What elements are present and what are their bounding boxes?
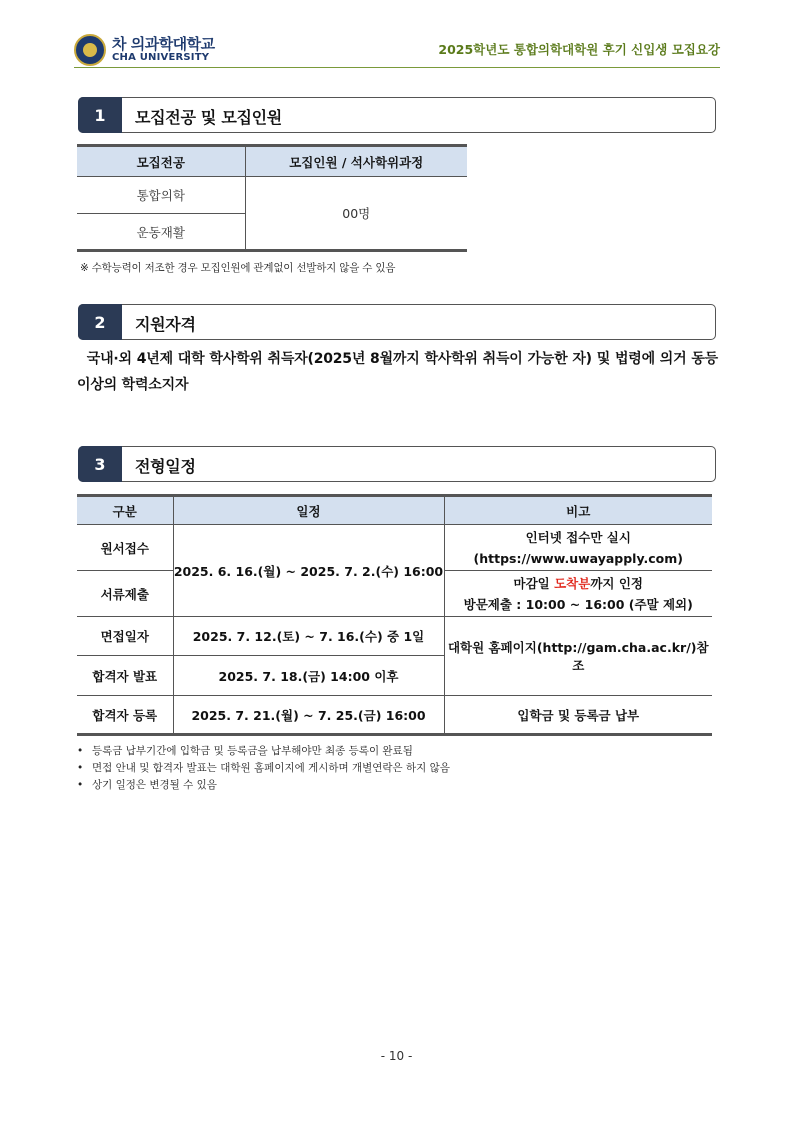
qualification-text: 국내·외 4년제 대학 학사학위 취득자(2025년 8월까지 학사학위 취득이 가능한 자) 및 법령에 의거 동등 이상의 학력소지자 bbox=[77, 351, 718, 393]
logo-korean: 차 의과학대학교 bbox=[112, 35, 215, 53]
section-header-3 bbox=[78, 446, 716, 482]
page-number: - 10 - bbox=[380, 1049, 413, 1063]
section-number: 1 bbox=[78, 97, 122, 133]
schedule-date: 2025. 6. 16.(월) ~ 2025. 7. 2.(수) 16:00 bbox=[173, 525, 444, 617]
table-header: 일정 bbox=[173, 496, 444, 525]
major-cell: 통합의학 bbox=[77, 177, 245, 214]
section-number: 3 bbox=[78, 446, 122, 482]
major-cell: 운동재활 bbox=[136, 224, 185, 240]
section-title: 전형일정 bbox=[135, 457, 196, 476]
schedule-note: 대학원 홈페이지(http://gam.cha.ac.kr/)참조 bbox=[444, 617, 712, 696]
schedule-date: 2025. 7. 18.(금) 14:00 이후 bbox=[173, 656, 444, 696]
document-title: 2025학년도 통합의학대학원 후기 신입생 모집요강 bbox=[438, 42, 720, 57]
quota-count: 00명 bbox=[245, 177, 467, 251]
table-header: 구분 bbox=[77, 496, 173, 525]
page-header bbox=[74, 32, 720, 68]
schedule-date: 2025. 7. 12.(토) ~ 7. 16.(수) 중 1일 bbox=[173, 617, 444, 656]
schedule-table bbox=[77, 494, 712, 736]
schedule-note: 입학금 및 등록금 납부 bbox=[444, 696, 712, 735]
table-header: 비고 bbox=[444, 496, 712, 525]
schedule-note: 마감일 도착분까지 인정 방문제출 : 10:00 ~ 16:00 (주말 제외) bbox=[444, 571, 712, 617]
schedule-label: 합격자 발표 bbox=[77, 656, 173, 696]
highlight-text: 도착분 bbox=[554, 575, 591, 591]
schedule-note: 인터넷 접수만 실시 (https://www.uwayapply.com) bbox=[444, 525, 712, 571]
list-item: • 상기 일정은 변경될 수 있음 bbox=[77, 777, 450, 794]
university-seal-icon bbox=[74, 34, 106, 66]
table-header: 모집전공 bbox=[77, 146, 245, 177]
quota-note: ※ 수학능력이 저조한 경우 모집인원에 관계없이 선발하지 않을 수 있음 bbox=[80, 262, 396, 274]
schedule-label: 합격자 등록 bbox=[77, 696, 173, 735]
list-item: • 등록금 납부기간에 입학금 및 등록금을 납부해야만 최종 등록이 완료됨 bbox=[77, 743, 450, 760]
schedule-notes-list bbox=[77, 743, 450, 794]
schedule-label: 서류제출 bbox=[77, 571, 173, 617]
section-title: 지원자격 bbox=[135, 315, 196, 334]
list-item: • 면접 안내 및 합격자 발표는 대학원 홈페이지에 게시하며 개별연락은 하지 않음 bbox=[77, 760, 450, 777]
schedule-label: 원서접수 bbox=[100, 540, 149, 556]
section-header-2 bbox=[78, 304, 716, 340]
schedule-label: 면접일자 bbox=[77, 617, 173, 656]
table-header: 모집인원 / 석사학위과정 bbox=[245, 146, 467, 177]
section-title: 모집전공 및 모집인원 bbox=[135, 108, 282, 127]
section-number: 2 bbox=[78, 304, 122, 340]
section-header-1 bbox=[78, 97, 716, 133]
logo-english: CHA UNIVERSITY bbox=[112, 52, 210, 63]
schedule-date: 2025. 7. 21.(월) ~ 7. 25.(금) 16:00 bbox=[173, 696, 444, 735]
quota-table bbox=[77, 144, 467, 252]
